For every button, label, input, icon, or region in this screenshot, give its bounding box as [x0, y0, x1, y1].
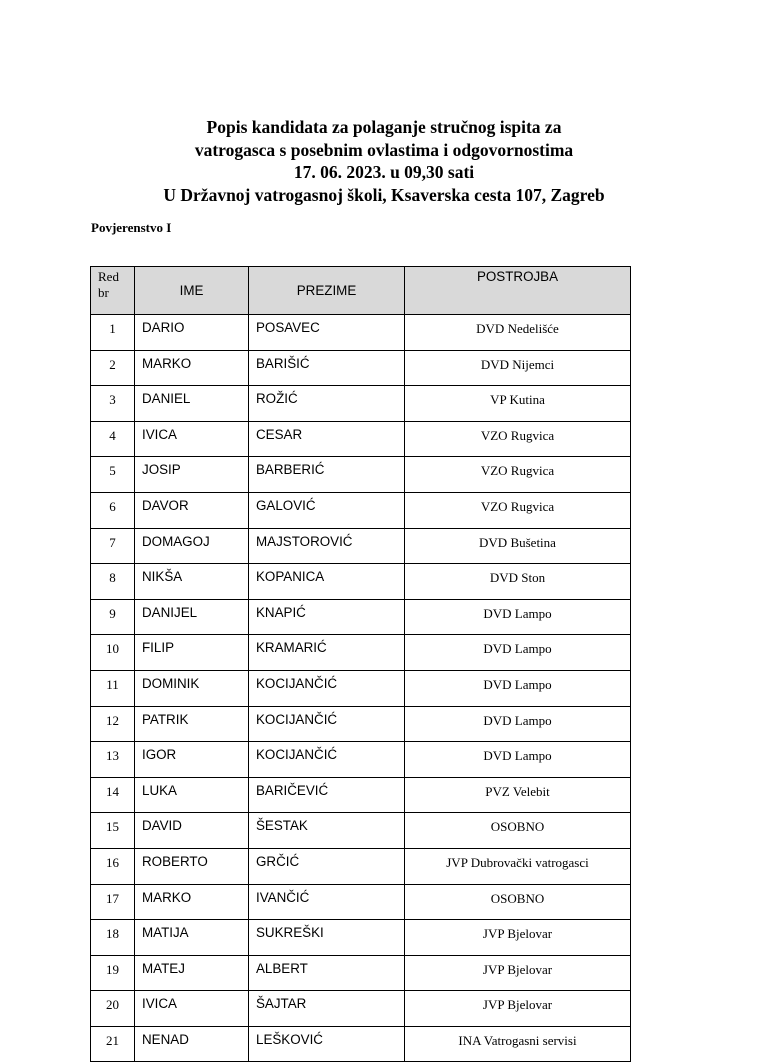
row-number: 21 — [91, 1026, 135, 1062]
row-first-name: IGOR — [135, 742, 249, 778]
title-line-4: U Državnoj vatrogasnoj školi, Ksaverska cesta 107, Zagreb — [163, 184, 605, 205]
title-line-1: Popis kandidata za polaganje stručnog ispita za — [206, 117, 562, 137]
table-row — [91, 670, 631, 706]
row-number: 11 — [91, 670, 135, 706]
row-unit: JVP Bjelovar — [405, 955, 631, 991]
row-last-name: ŠAJTAR — [249, 991, 405, 1027]
row-last-name: KOCIJANČIĆ — [249, 706, 405, 742]
row-last-name: ROŽIĆ — [249, 386, 405, 422]
table-row — [91, 991, 631, 1027]
row-first-name: MATIJA — [135, 920, 249, 956]
row-unit: DVD Lampo — [405, 635, 631, 671]
table-row — [91, 421, 631, 457]
row-last-name: POSAVEC — [249, 315, 405, 351]
row-last-name: IVANČIĆ — [249, 884, 405, 920]
row-first-name: FILIP — [135, 635, 249, 671]
document-title — [0, 116, 768, 206]
header-ime: IME — [135, 267, 249, 315]
table-row — [91, 706, 631, 742]
row-last-name: ŠESTAK — [249, 813, 405, 849]
row-unit: DVD Lampo — [405, 742, 631, 778]
row-last-name: BARIČEVIĆ — [249, 777, 405, 813]
row-last-name: CESAR — [249, 421, 405, 457]
header-nr-line2: br — [98, 285, 109, 300]
row-number: 19 — [91, 955, 135, 991]
row-first-name: IVICA — [135, 991, 249, 1027]
row-unit: VP Kutina — [405, 386, 631, 422]
row-first-name: MARKO — [135, 350, 249, 386]
row-first-name: NIKŠA — [135, 564, 249, 600]
header-nr — [91, 267, 135, 315]
row-last-name: KOPANICA — [249, 564, 405, 600]
row-number: 12 — [91, 706, 135, 742]
row-last-name: KOCIJANČIĆ — [249, 742, 405, 778]
table-row — [91, 315, 631, 351]
row-unit: JVP Bjelovar — [405, 920, 631, 956]
table-row — [91, 457, 631, 493]
row-number: 8 — [91, 564, 135, 600]
row-last-name: GALOVIĆ — [249, 492, 405, 528]
title-line-2: vatrogasca s posebnim ovlastima i odgovornostima — [194, 139, 574, 160]
row-unit: VZO Rugvica — [405, 457, 631, 493]
row-first-name: IVICA — [135, 421, 249, 457]
table-row — [91, 564, 631, 600]
row-unit: PVZ Velebit — [405, 777, 631, 813]
row-first-name: DAVOR — [135, 492, 249, 528]
table-row — [91, 848, 631, 884]
row-last-name: SUKREŠKI — [249, 920, 405, 956]
row-unit: DVD Nijemci — [405, 350, 631, 386]
row-last-name: GRČIĆ — [249, 848, 405, 884]
row-number: 9 — [91, 599, 135, 635]
row-number: 15 — [91, 813, 135, 849]
candidates-table — [90, 266, 631, 1062]
row-first-name: PATRIK — [135, 706, 249, 742]
row-number: 16 — [91, 848, 135, 884]
header-prezime: PREZIME — [249, 267, 405, 315]
title-line-3: 17. 06. 2023. u 09,30 sati — [293, 162, 475, 182]
table-row — [91, 742, 631, 778]
table-row — [91, 635, 631, 671]
row-first-name: MATEJ — [135, 955, 249, 991]
row-last-name: KNAPIĆ — [249, 599, 405, 635]
row-unit: JVP Bjelovar — [405, 991, 631, 1027]
table-row — [91, 528, 631, 564]
row-first-name: DANIEL — [135, 386, 249, 422]
table-row — [91, 350, 631, 386]
row-first-name: ROBERTO — [135, 848, 249, 884]
row-number: 6 — [91, 492, 135, 528]
row-number: 10 — [91, 635, 135, 671]
row-unit: OSOBNO — [405, 813, 631, 849]
header-nr-line1: Red — [98, 269, 119, 284]
table-row — [91, 813, 631, 849]
header-postrojba: POSTROJBA — [405, 267, 631, 315]
row-number: 17 — [91, 884, 135, 920]
table-row — [91, 492, 631, 528]
table-row — [91, 777, 631, 813]
row-unit: DVD Lampo — [405, 706, 631, 742]
row-number: 5 — [91, 457, 135, 493]
row-unit: DVD Bušetina — [405, 528, 631, 564]
row-last-name: KOCIJANČIĆ — [249, 670, 405, 706]
table-row — [91, 599, 631, 635]
table-row — [91, 1026, 631, 1062]
row-unit: DVD Ston — [405, 564, 631, 600]
row-number: 3 — [91, 386, 135, 422]
table-row — [91, 955, 631, 991]
row-number: 18 — [91, 920, 135, 956]
row-unit: VZO Rugvica — [405, 492, 631, 528]
row-unit: INA Vatrogasni servisi — [405, 1026, 631, 1062]
row-unit: DVD Nedelišće — [405, 315, 631, 351]
row-first-name: DARIO — [135, 315, 249, 351]
table-row — [91, 884, 631, 920]
row-number: 14 — [91, 777, 135, 813]
row-number: 2 — [91, 350, 135, 386]
row-unit: JVP Dubrovački vatrogasci — [405, 848, 631, 884]
row-first-name: JOSIP — [135, 457, 249, 493]
row-last-name: BARIŠIĆ — [249, 350, 405, 386]
row-unit: VZO Rugvica — [405, 421, 631, 457]
table-header-row — [91, 267, 631, 315]
row-last-name: ALBERT — [249, 955, 405, 991]
row-number: 1 — [91, 315, 135, 351]
row-unit: DVD Lampo — [405, 599, 631, 635]
row-number: 4 — [91, 421, 135, 457]
row-number: 13 — [91, 742, 135, 778]
row-last-name: KRAMARIĆ — [249, 635, 405, 671]
row-first-name: DOMAGOJ — [135, 528, 249, 564]
row-number: 7 — [91, 528, 135, 564]
row-unit: OSOBNO — [405, 884, 631, 920]
row-last-name: LEŠKOVIĆ — [249, 1026, 405, 1062]
row-number: 20 — [91, 991, 135, 1027]
committee-label: Povjerenstvo I — [91, 220, 172, 235]
row-first-name: DOMINIK — [135, 670, 249, 706]
row-first-name: NENAD — [135, 1026, 249, 1062]
table-row — [91, 920, 631, 956]
row-last-name: MAJSTOROVIĆ — [249, 528, 405, 564]
row-unit: DVD Lampo — [405, 670, 631, 706]
row-first-name: DAVID — [135, 813, 249, 849]
row-last-name: BARBERIĆ — [249, 457, 405, 493]
row-first-name: LUKA — [135, 777, 249, 813]
row-first-name: DANIJEL — [135, 599, 249, 635]
row-first-name: MARKO — [135, 884, 249, 920]
table-row — [91, 386, 631, 422]
